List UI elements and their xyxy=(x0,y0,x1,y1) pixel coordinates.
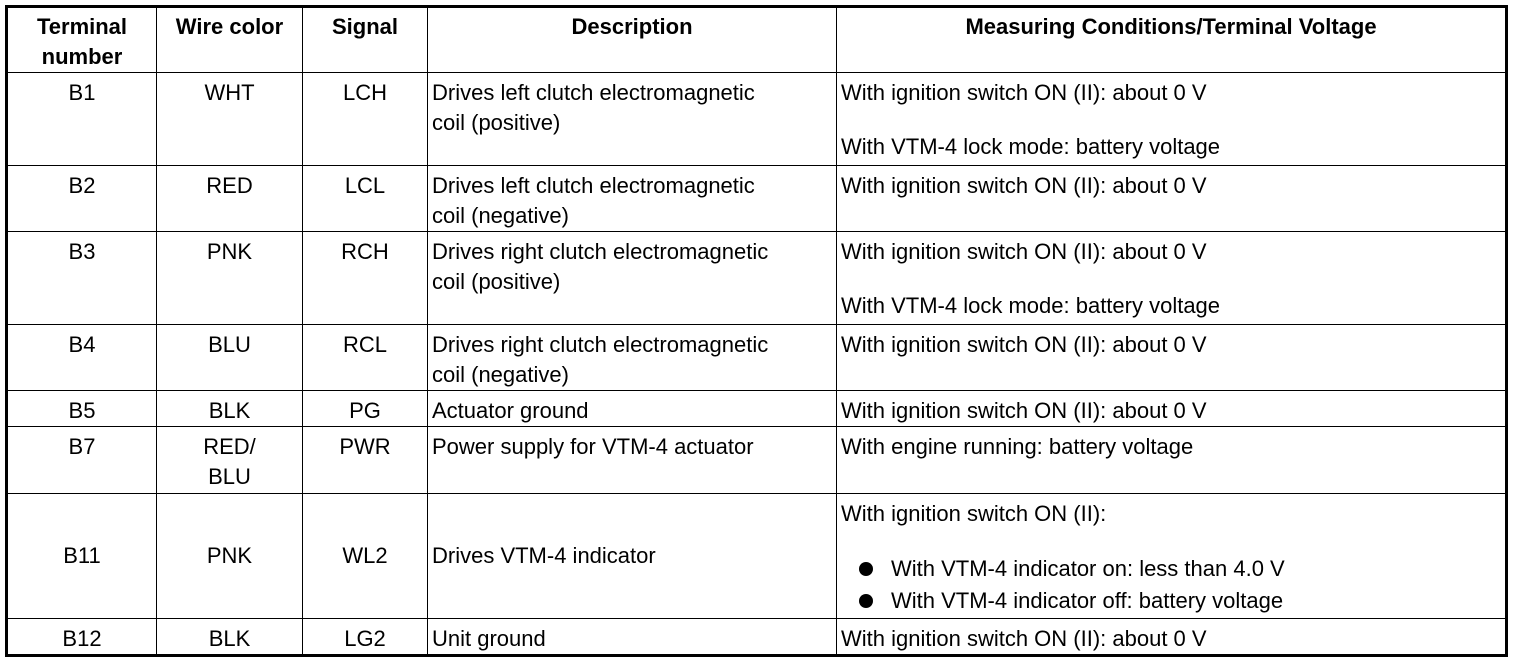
list-item xyxy=(841,553,1501,585)
description-line: coil (negative) xyxy=(432,361,569,387)
signal-cell: RCH xyxy=(303,232,428,325)
table-row xyxy=(7,324,1507,390)
wire-line: RED xyxy=(206,172,253,198)
wire-cell xyxy=(157,165,303,231)
signal-cell: WL2 xyxy=(303,493,428,618)
terminal-cell: B4 xyxy=(7,324,157,390)
measuring-cell xyxy=(837,324,1507,390)
signal-cell: PG xyxy=(303,391,428,427)
wire-line: PNK xyxy=(206,239,253,265)
table-row xyxy=(7,73,1507,166)
header-description: Description xyxy=(428,7,837,73)
terminal-cell: B7 xyxy=(7,427,157,493)
description-cell xyxy=(428,391,837,427)
measuring-cell xyxy=(837,165,1507,231)
wire-cell xyxy=(157,232,303,325)
terminal-cell: B3 xyxy=(7,232,157,325)
description-cell xyxy=(428,493,837,618)
wire-line: RED/ xyxy=(203,434,256,460)
table-row xyxy=(7,493,1507,618)
measuring-bullet-list xyxy=(841,553,1501,617)
signal-cell: LCL xyxy=(303,165,428,231)
terminal-cell: B1 xyxy=(7,73,157,166)
header-row xyxy=(7,7,1507,73)
description-line: Drives right clutch electromagnetic xyxy=(432,239,769,265)
description-cell xyxy=(428,324,837,390)
bullet-text: With VTM-4 indicator on: less than 4.0 V xyxy=(891,555,1285,581)
measuring-cell xyxy=(837,618,1507,655)
header-wire-color: Wire color xyxy=(157,7,303,73)
description-cell xyxy=(428,427,837,493)
measuring-line: With engine running: battery voltage xyxy=(841,434,1194,460)
measuring-line: With ignition switch ON (II): about 0 V xyxy=(841,331,1207,357)
measuring-line: With ignition switch ON (II): about 0 V xyxy=(841,172,1207,198)
bullet-icon xyxy=(859,562,873,576)
description-line: Drives left clutch electromagnetic xyxy=(432,172,755,198)
bullet-text: With VTM-4 indicator off: battery voltage xyxy=(891,587,1284,613)
description-line: Drives VTM-4 indicator xyxy=(432,542,656,568)
measuring-line: With ignition switch ON (II): about 0 V xyxy=(841,239,1207,265)
wire-cell xyxy=(157,618,303,655)
wire-line: PNK xyxy=(206,542,253,568)
header-terminal-line2: number xyxy=(41,44,123,69)
description-line: coil (positive) xyxy=(432,269,561,295)
wire-line: BLK xyxy=(208,398,251,424)
table-row xyxy=(7,391,1507,427)
wire-cell xyxy=(157,324,303,390)
measuring-cell xyxy=(837,73,1507,166)
list-item xyxy=(841,585,1501,617)
description-line: coil (negative) xyxy=(432,202,569,228)
terminal-table xyxy=(5,5,1508,657)
measuring-line: With VTM-4 lock mode: battery voltage xyxy=(841,134,1221,159)
wire-cell xyxy=(157,73,303,166)
header-terminal-line1: Terminal xyxy=(36,14,128,39)
signal-cell: LCH xyxy=(303,73,428,166)
measuring-cell xyxy=(837,232,1507,325)
measuring-line: With VTM-4 lock mode: battery voltage xyxy=(841,293,1221,319)
description-cell xyxy=(428,165,837,231)
table-row xyxy=(7,618,1507,655)
measuring-cell xyxy=(837,427,1507,493)
wire-line: WHT xyxy=(204,80,255,105)
wire-cell xyxy=(157,427,303,493)
wire-line: BLU xyxy=(208,464,251,490)
wire-line: BLU xyxy=(208,331,251,357)
terminal-cell: B2 xyxy=(7,165,157,231)
bullet-icon xyxy=(859,594,873,608)
terminal-cell: B5 xyxy=(7,391,157,427)
description-line: Drives right clutch electromagnetic xyxy=(432,331,769,357)
signal-cell: RCL xyxy=(303,324,428,390)
signal-cell: LG2 xyxy=(303,618,428,655)
description-line: Actuator ground xyxy=(432,398,589,424)
table-row xyxy=(7,165,1507,231)
description-cell xyxy=(428,232,837,325)
measuring-line: With ignition switch ON (II): xyxy=(841,500,1107,526)
wire-cell xyxy=(157,391,303,427)
signal-cell: PWR xyxy=(303,427,428,493)
description-cell xyxy=(428,618,837,655)
description-line: Drives left clutch electromagnetic xyxy=(432,80,755,105)
measuring-cell xyxy=(837,391,1507,427)
measuring-line: With ignition switch ON (II): about 0 V xyxy=(841,398,1207,424)
description-line: Unit ground xyxy=(432,625,546,651)
description-line: Power supply for VTM-4 actuator xyxy=(432,434,754,460)
header-measuring: Measuring Conditions/Terminal Voltage xyxy=(837,7,1507,73)
header-terminal xyxy=(7,7,157,73)
header-signal: Signal xyxy=(303,7,428,73)
description-line: coil (positive) xyxy=(432,110,561,135)
terminal-cell: B11 xyxy=(7,493,157,618)
description-cell xyxy=(428,73,837,166)
measuring-line: With ignition switch ON (II): about 0 V xyxy=(841,80,1207,105)
wire-cell xyxy=(157,493,303,618)
table-row xyxy=(7,427,1507,493)
table-row xyxy=(7,232,1507,325)
measuring-line: With ignition switch ON (II): about 0 V xyxy=(841,625,1207,651)
measuring-cell xyxy=(837,493,1507,618)
wire-line: BLK xyxy=(208,625,251,651)
terminal-cell: B12 xyxy=(7,618,157,655)
